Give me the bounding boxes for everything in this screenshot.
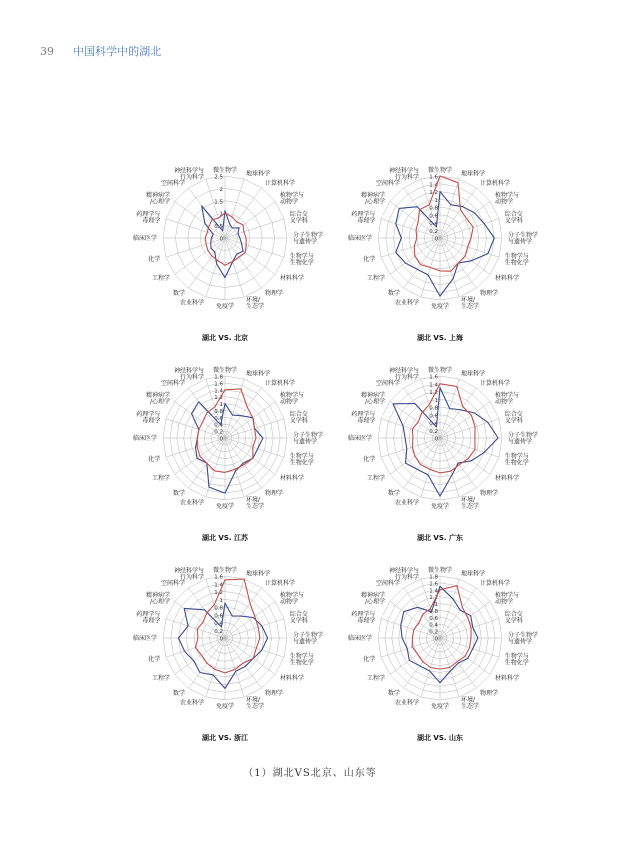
axis-category-label: 农业科学 [394,499,419,507]
axis-spoke [166,238,225,257]
axis-category-label: 免疫学 [215,703,235,710]
axis-spoke [440,438,499,457]
axis-category-label: 工程学 [366,275,385,282]
axis-category-label: 免疫学 [215,503,235,510]
tick-label: 1.5 [214,199,223,206]
tick-label: 0 [434,236,438,243]
radar-chart-shandong [335,550,545,750]
axis-category-label: 免疫学 [430,303,450,310]
axis-category-label: 微生物学 [212,167,238,174]
tick-label: 1.4 [214,582,223,589]
chart-title: 湖北 VS. 江苏 [202,534,248,542]
axis-category-label: 药理学与毒理学 [351,411,376,425]
tick-label: 1.8 [429,574,438,581]
axis-category-label: 数学 [172,490,185,497]
axis-spoke [440,202,490,238]
axis-category-label: 神经科学与行为科学 [388,367,419,381]
radar-svg-beijing [120,150,330,350]
tick-label: 1.6 [429,581,438,588]
axis-category-label: 植物学与动物学 [280,592,305,606]
tick-label: 1.8 [214,374,223,381]
axis-category-label: 免疫学 [430,503,450,510]
tick-label: 0 [219,436,223,443]
axis-category-label: 环境/生态学 [246,296,265,311]
axis-category-label: 空间科学 [375,580,400,587]
axis-category-label: 免疫学 [430,703,450,710]
axis-category-label: 材料科学 [495,275,520,282]
axis-category-label: 农业科学 [179,699,204,707]
axis-spoke [440,602,490,638]
axis-category-label: 数学 [387,290,400,297]
tick-label: 0.4 [429,221,438,227]
axis-category-label: 药理学与毒理学 [351,611,376,625]
tick-label: 1.4 [429,382,438,389]
axis-category-label: 生物学与生物化学 [504,453,529,467]
axis-category-label: 综合交叉学科 [289,411,308,425]
axis-spoke [225,238,275,274]
axis-category-label: 微生物学 [427,567,453,574]
tick-label: 1.4 [429,588,438,595]
axis-category-label: 生物学与生物化学 [504,253,529,267]
axis-spoke [206,638,225,697]
radar-chart-beijing [120,150,330,350]
figure-caption: （1）湖北VS北京、山东等 [243,768,377,779]
axis-category-label: 空间科学 [160,580,185,587]
axis-spoke [206,438,225,497]
tick-label: 0.4 [214,621,223,627]
axis-spoke [440,388,476,438]
tick-label: 0.8 [429,405,438,412]
radar-svg-guangdong [335,350,545,550]
axis-category-label: 临床医学 [347,435,372,442]
axis-category-label: 微生物学 [427,167,453,174]
tick-label: 0.2 [429,428,438,435]
axis-spoke [175,638,225,674]
tick-label: 0.2 [214,628,223,635]
axis-category-label: 生物学与生物化学 [504,653,529,667]
tick-label: 0.8 [429,608,438,615]
axis-category-label: 地球科学 [461,170,486,178]
series-line-comparison [412,586,471,669]
tick-label: 0 [434,436,438,443]
axis-category-label: 综合交叉学科 [289,611,308,625]
tick-label: 2 [219,186,223,193]
axis-spoke [206,238,225,297]
tick-label: 1.2 [214,590,223,596]
tick-label: 0.2 [214,429,223,436]
axis-category-label: 物理学 [480,690,499,697]
axis-category-label: 临床医学 [132,235,157,242]
axis-category-label: 药理学与毒理学 [136,211,161,225]
axis-category-label: 化学 [363,256,376,263]
axis-category-label: 综合交叉学科 [504,411,523,425]
axis-category-label: 神经科学与行为科学 [173,367,204,381]
axis-category-label: 物理学 [480,290,499,297]
axis-category-label: 精神病学/心理学 [145,592,170,606]
tick-label: 1 [434,397,438,404]
tick-label: 0.6 [429,213,438,220]
axis-category-label: 环境/生态学 [246,696,265,711]
radar-chart-zhejiang [120,550,330,750]
tick-label: 0.4 [429,421,438,427]
axis-category-label: 综合交叉学科 [504,211,523,225]
axis-spoke [404,638,440,688]
tick-label: 0 [434,636,438,643]
tick-label: 0.5 [214,224,223,231]
axis-category-label: 材料科学 [280,475,305,482]
axis-category-label: 微生物学 [212,567,238,574]
axis-category-label: 物理学 [480,490,499,497]
axis-spoke [225,402,275,438]
radar-chart-jiangsu [120,350,330,550]
axis-category-label: 精神病学/心理学 [360,592,385,606]
axis-spoke [440,402,490,438]
axis-spoke [381,638,440,657]
axis-category-label: 精神病学/心理学 [360,192,385,206]
tick-label: 0.2 [429,228,438,235]
axis-category-label: 农业科学 [179,299,204,307]
tick-label: 1.4 [214,388,223,395]
tick-label: 0.2 [429,629,438,636]
axis-category-label: 计算机科学 [480,580,511,587]
axis-category-label: 物理学 [265,690,284,697]
axis-category-label: 综合交叉学科 [504,611,523,625]
tick-label: 0 [219,236,223,243]
axis-category-label: 计算机科学 [480,180,511,187]
tick-label: 2.5 [214,174,223,181]
axis-spoke [225,619,284,638]
axis-category-label: 神经科学与行为科学 [388,567,419,581]
axis-category-label: 微生物学 [427,367,453,374]
series-line-comparison [412,384,475,473]
axis-spoke [225,238,244,297]
radar-svg-jiangsu [120,350,330,550]
axis-category-label: 分子生物学与遗传学 [293,632,324,646]
axis-category-label: 植物学与动物学 [280,392,305,406]
axis-category-label: 植物学与动物学 [495,392,520,406]
axis-category-label: 空间科学 [375,380,400,387]
radar-chart-shanghai [335,150,545,350]
axis-category-label: 农业科学 [179,499,204,507]
axis-category-label: 植物学与动物学 [495,592,520,606]
axis-category-label: 工程学 [151,675,170,682]
tick-label: 1 [434,197,438,204]
tick-label: 1.2 [429,595,438,602]
radar-svg-shandong [335,550,545,750]
axis-category-label: 材料科学 [495,675,520,682]
tick-label: 0.8 [214,408,223,415]
chart-title: 湖北 VS. 上海 [417,334,463,342]
axis-spoke [225,238,284,257]
axis-category-label: 环境/生态学 [461,696,480,711]
axis-category-label: 地球科学 [246,370,271,378]
axis-category-label: 化学 [148,656,161,663]
axis-category-label: 精神病学/心理学 [145,392,170,406]
axis-category-label: 神经科学与行为科学 [173,567,204,581]
axis-category-label: 生物学与生物化学 [289,653,314,667]
axis-category-label: 数学 [387,690,400,697]
axis-category-label: 农业科学 [394,699,419,707]
axis-category-label: 环境/生态学 [246,496,265,511]
axis-category-label: 数学 [172,690,185,697]
axis-spoke [225,638,275,674]
axis-category-label: 化学 [148,456,161,463]
axis-category-label: 临床医学 [132,435,157,442]
axis-category-label: 材料科学 [495,475,520,482]
axis-category-label: 计算机科学 [480,380,511,387]
tick-label: 1 [434,602,438,609]
radar-chart-guangdong [335,350,545,550]
tick-label: 0.8 [214,605,223,612]
axis-spoke [225,602,275,638]
chart-title: 湖北 VS. 山东 [417,734,463,742]
axis-category-label: 物理学 [265,490,284,497]
axis-spoke [225,438,275,474]
axis-category-label: 免疫学 [215,303,235,310]
axis-category-label: 化学 [363,456,376,463]
axis-spoke [440,179,459,238]
tick-label: 1.2 [214,395,223,402]
tick-label: 0.6 [429,413,438,420]
axis-category-label: 生物学与生物化学 [289,253,314,267]
axis-spoke [381,238,440,257]
axis-category-label: 计算机科学 [265,380,296,387]
tick-label: 0.4 [214,422,223,429]
book-title: 中国科学中的湖北 [73,45,162,58]
axis-category-label: 生物学与生物化学 [289,453,314,467]
axis-category-label: 微生物学 [212,367,238,374]
axis-category-label: 地球科学 [461,570,486,578]
tick-label: 1.6 [429,174,438,181]
axis-category-label: 化学 [363,656,376,663]
chart-title: 湖北 VS. 浙江 [202,734,248,742]
axis-category-label: 分子生物学与遗传学 [293,232,324,246]
radar-chart-grid [120,150,540,750]
axis-category-label: 综合交叉学科 [289,211,308,225]
axis-category-label: 计算机科学 [265,180,296,187]
page-header [40,40,161,56]
tick-label: 0.4 [429,622,438,629]
tick-label: 0.6 [429,615,438,622]
axis-category-label: 环境/生态学 [461,496,480,511]
radar-svg-zhejiang [120,550,330,750]
tick-label: 1 [219,402,223,409]
axis-category-label: 神经科学与行为科学 [173,167,204,181]
tick-label: 0 [219,636,223,643]
radar-svg-shanghai [335,150,545,350]
axis-spoke [225,179,244,238]
tick-label: 1.4 [429,182,438,189]
axis-spoke [175,238,225,274]
axis-spoke [404,238,440,288]
axis-category-label: 工程学 [151,475,170,482]
axis-spoke [225,202,275,238]
tick-label: 1.6 [429,374,438,381]
axis-category-label: 精神病学/心理学 [360,392,385,406]
axis-category-label: 材料科学 [280,275,305,282]
axis-category-label: 空间科学 [375,180,400,187]
axis-spoke [421,438,440,497]
axis-category-label: 药理学与毒理学 [351,211,376,225]
axis-category-label: 化学 [148,256,161,263]
axis-category-label: 计算机科学 [265,580,296,587]
axis-category-label: 环境/生态学 [461,296,480,311]
axis-category-label: 材料科学 [280,675,305,682]
page-number: 39 [40,45,54,58]
tick-label: 1.6 [214,574,223,581]
axis-category-label: 植物学与动物学 [280,192,305,206]
axis-category-label: 地球科学 [461,370,486,378]
tick-label: 0.8 [429,205,438,212]
chart-title: 湖北 VS. 广东 [417,534,463,542]
axis-category-label: 临床医学 [347,235,372,242]
tick-label: 1 [219,597,223,604]
axis-category-label: 药理学与毒理学 [136,411,161,425]
axis-spoke [404,438,440,488]
axis-spoke [440,438,490,474]
axis-category-label: 神经科学与行为科学 [388,167,419,181]
axis-spoke [225,638,244,697]
axis-spoke [440,188,476,238]
chart-title: 湖北 VS. 北京 [202,334,248,342]
axis-spoke [390,638,440,674]
tick-label: 0.6 [214,415,223,422]
axis-category-label: 工程学 [366,675,385,682]
tick-label: 1.2 [429,390,438,396]
tick-label: 1 [219,211,223,218]
axis-category-label: 分子生物学与遗传学 [293,432,324,446]
axis-category-label: 分子生物学与遗传学 [508,432,539,446]
tick-label: 0.6 [214,613,223,620]
axis-spoke [381,438,440,457]
axis-category-label: 临床医学 [132,635,157,642]
axis-category-label: 物理学 [265,290,284,297]
axis-category-label: 地球科学 [246,170,271,178]
tick-label: 1.2 [429,190,438,196]
axis-category-label: 药理学与毒理学 [136,611,161,625]
axis-category-label: 空间科学 [160,180,185,187]
axis-category-label: 分子生物学与遗传学 [508,232,539,246]
axis-category-label: 农业科学 [394,299,419,307]
axis-category-label: 分子生物学与遗传学 [508,632,539,646]
axis-category-label: 地球科学 [246,570,271,578]
axis-category-label: 数学 [172,290,185,297]
axis-spoke [175,202,225,238]
tick-label: 1.6 [214,381,223,388]
axis-spoke [440,419,499,438]
axis-category-label: 精神病学/心理学 [145,192,170,206]
axis-category-label: 工程学 [151,275,170,282]
axis-category-label: 临床医学 [347,635,372,642]
axis-category-label: 数学 [387,490,400,497]
axis-category-label: 空间科学 [160,380,185,387]
axis-category-label: 植物学与动物学 [495,192,520,206]
axis-category-label: 工程学 [366,475,385,482]
